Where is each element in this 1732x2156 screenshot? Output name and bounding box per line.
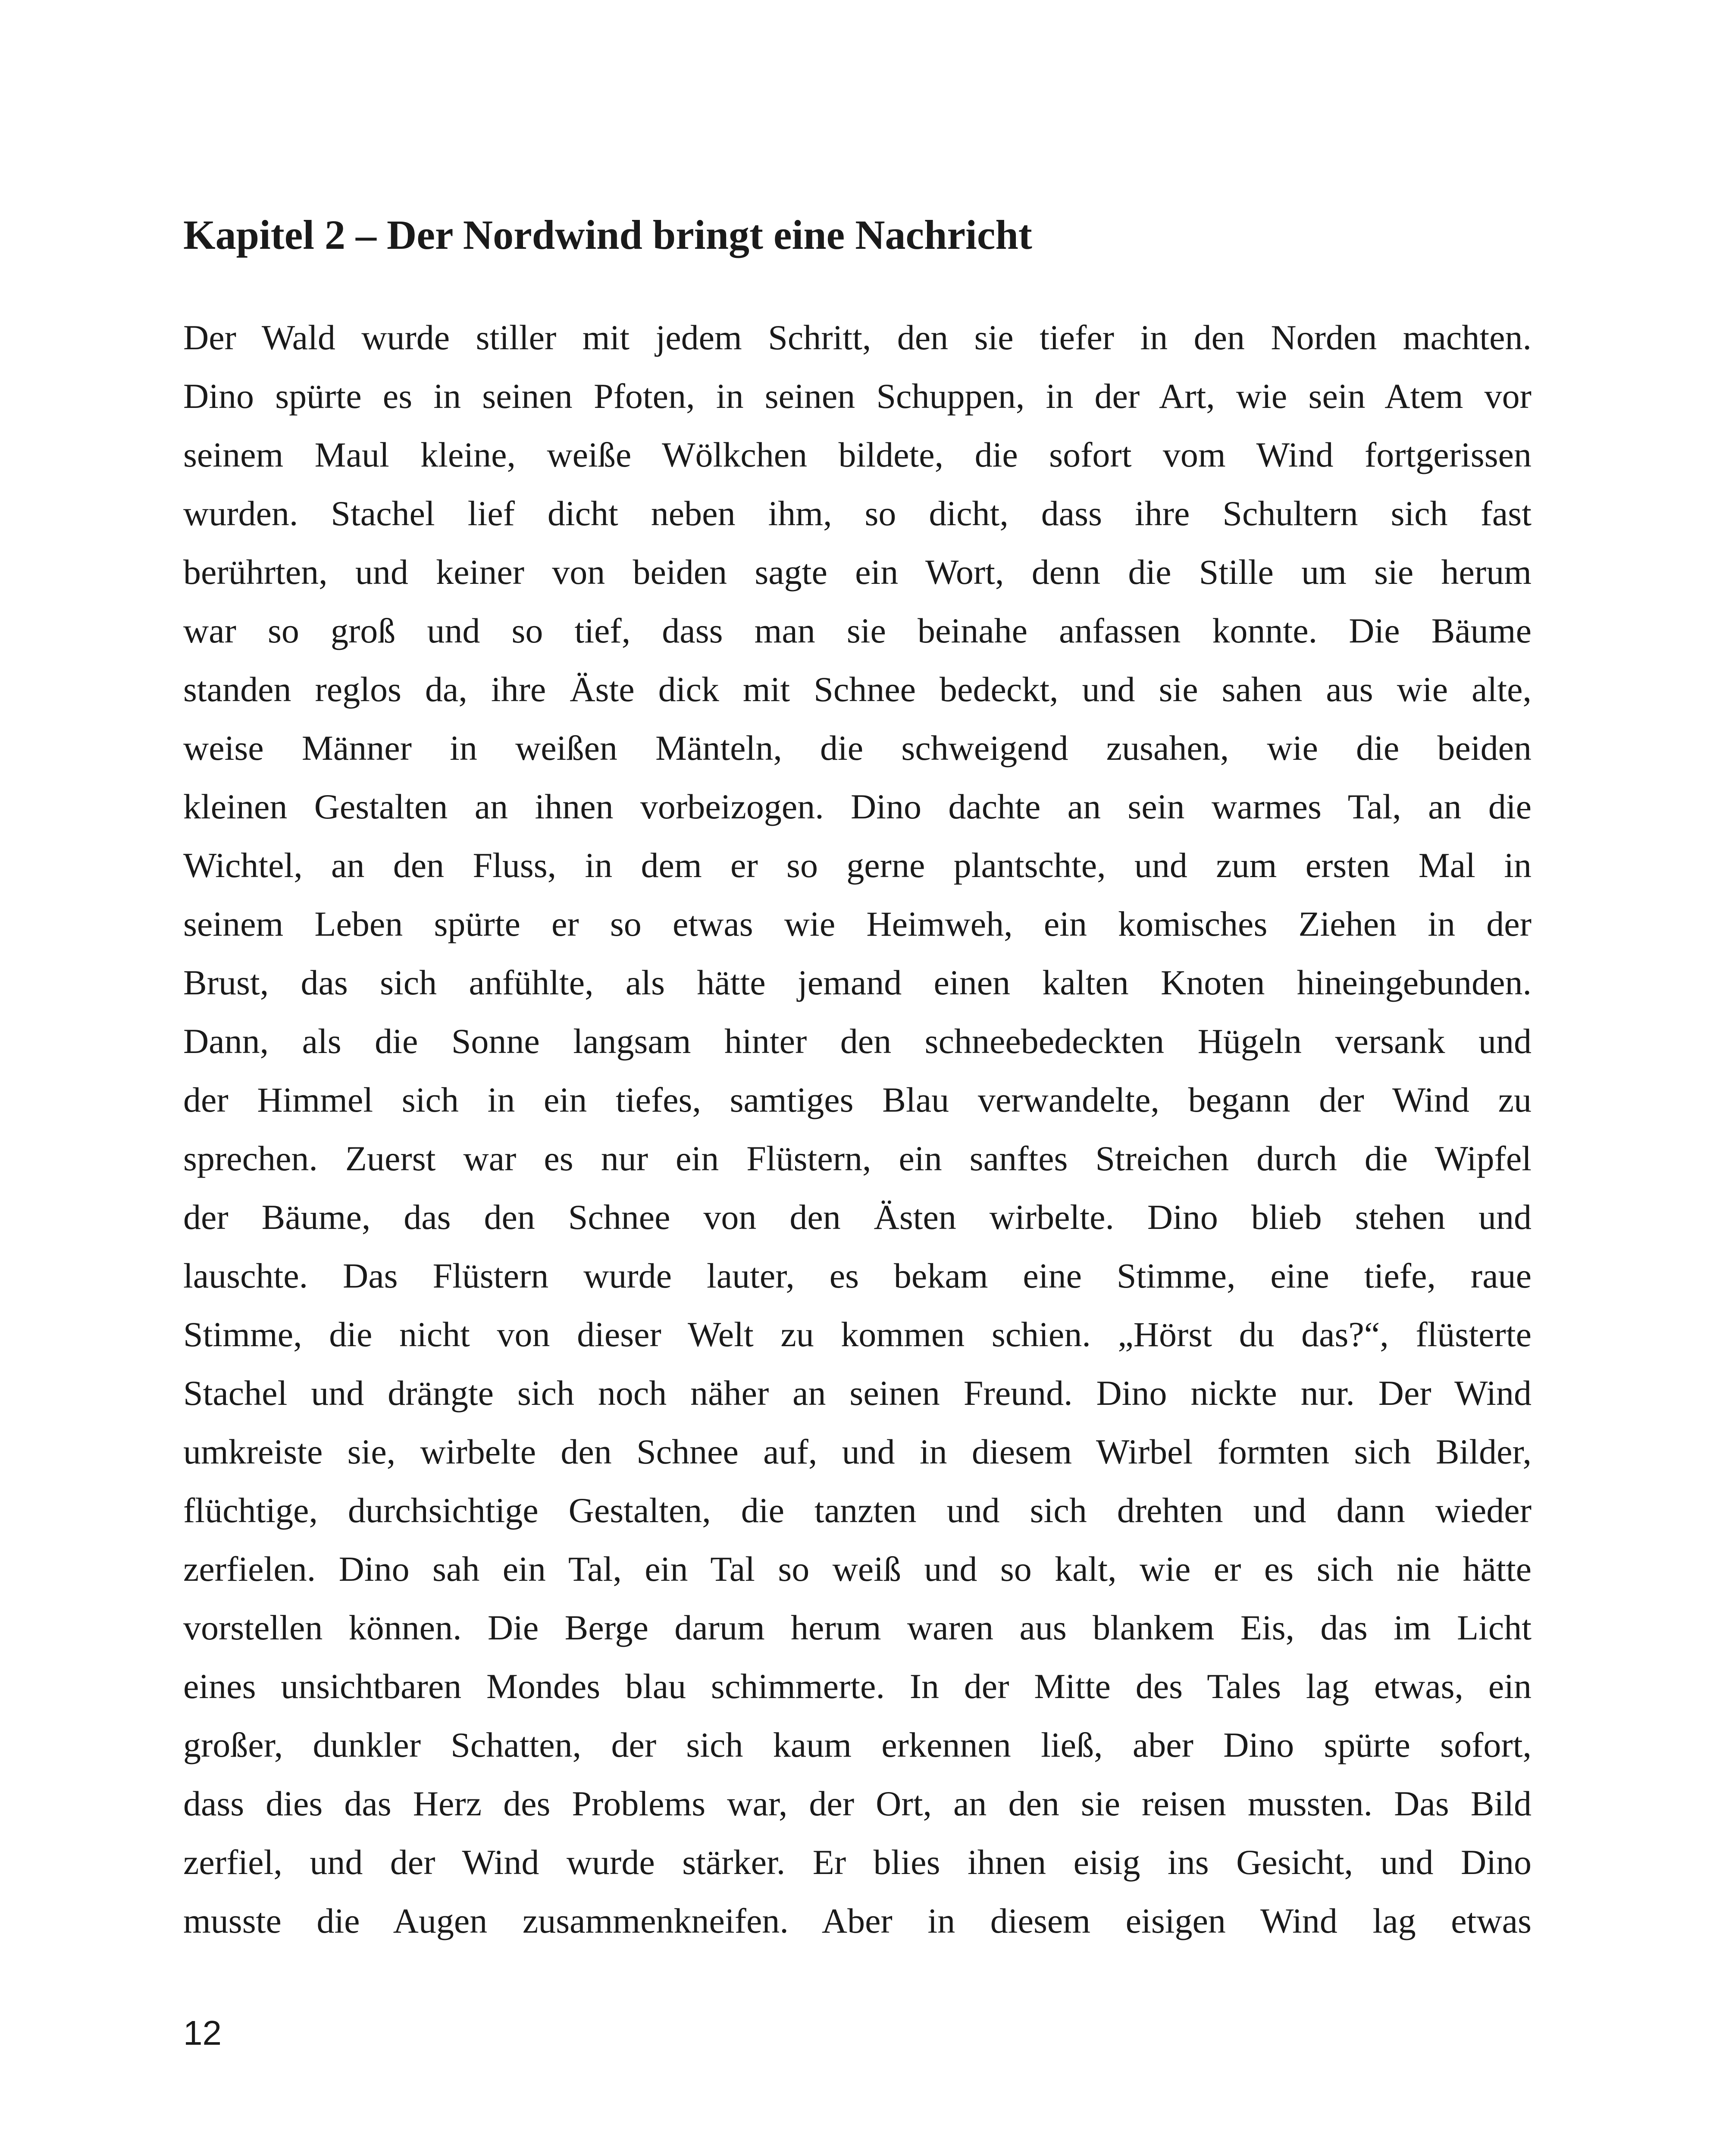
text-line: Der Wald wurde stiller mit jedem Schritt, den sie tiefer in den Norden machten.: [183, 318, 1532, 357]
chapter-title: Kapitel 2 – Der Nordwind bringt eine Nachricht: [183, 212, 1032, 258]
text-line: umkreiste sie, wirbelte den Schnee auf, und in diesem Wirbel formten sich Bilder,: [183, 1432, 1532, 1471]
text-line: weise Männer in weißen Mänteln, die schweigend zusahen, wie die beiden: [183, 728, 1532, 768]
text-line: Stimme, die nicht von dieser Welt zu kommen schien. „Hörst du das?“, flüsterte: [183, 1315, 1532, 1354]
text-line: großer, dunkler Schatten, der sich kaum erkennen ließ, aber Dino spürte sofort,: [183, 1725, 1532, 1764]
text-line: berührten, und keiner von beiden sagte ein Wort, denn die Stille um sie herum: [183, 552, 1532, 592]
text-line: zerfielen. Dino sah ein Tal, ein Tal so weiß und so kalt, wie er es sich nie hätte: [183, 1549, 1532, 1589]
text-line: der Himmel sich in ein tiefes, samtiges Blau verwandelte, begann der Wind zu: [183, 1080, 1532, 1119]
text-line: wurden. Stachel lief dicht neben ihm, so dicht, dass ihre Schultern sich fast: [183, 494, 1532, 533]
text-line: seinem Leben spürte er so etwas wie Heimweh, ein komisches Ziehen in der: [183, 904, 1532, 943]
text-line: dass dies das Herz des Problems war, der Ort, an den sie reisen mussten. Das Bild: [183, 1784, 1532, 1823]
page-number: 12: [183, 2014, 222, 2052]
text-line: lauschte. Das Flüstern wurde lauter, es bekam eine Stimme, eine tiefe, raue: [183, 1256, 1532, 1295]
text-line: seinem Maul kleine, weiße Wölkchen bildete, die sofort vom Wind fortgerissen: [183, 435, 1532, 474]
text-line: Stachel und drängte sich noch näher an seinen Freund. Dino nickte nur. Der Wind: [183, 1373, 1532, 1413]
text-line: musste die Augen zusammenkneifen. Aber in diesem eisigen Wind lag etwas: [183, 1901, 1532, 1940]
text-line: Dino spürte es in seinen Pfoten, in seinen Schuppen, in der Art, wie sein Atem vor: [183, 376, 1532, 416]
text-line: sprechen. Zuerst war es nur ein Flüstern, ein sanftes Streichen durch die Wipfel: [183, 1139, 1532, 1178]
text-line: zerfiel, und der Wind wurde stärker. Er blies ihnen eisig ins Gesicht, und Dino: [183, 1843, 1532, 1882]
text-line: der Bäume, das den Schnee von den Ästen wirbelte. Dino blieb stehen und: [183, 1197, 1532, 1237]
text-line: Brust, das sich anfühlte, als hätte jemand einen kalten Knoten hineingebunden.: [183, 963, 1532, 1002]
text-line: kleinen Gestalten an ihnen vorbeizogen. Dino dachte an sein warmes Tal, an die: [183, 787, 1532, 826]
text-line: war so groß und so tief, dass man sie beinahe anfassen konnte. Die Bäume: [183, 611, 1532, 650]
text-line: eines unsichtbaren Mondes blau schimmerte. In der Mitte des Tales lag etwas, ein: [183, 1667, 1532, 1706]
body-text: [183, 308, 1532, 1950]
text-line: vorstellen können. Die Berge darum herum waren aus blankem Eis, das im Licht: [183, 1608, 1532, 1647]
text-line: Dann, als die Sonne langsam hinter den schneebedeckten Hügeln versank und: [183, 1022, 1532, 1061]
text-line: standen reglos da, ihre Äste dick mit Schnee bedeckt, und sie sahen aus wie alte,: [183, 670, 1532, 709]
text-line: flüchtige, durchsichtige Gestalten, die tanzten und sich drehten und dann wieder: [183, 1491, 1532, 1530]
text-line: Wichtel, an den Fluss, in dem er so gerne plantschte, und zum ersten Mal in: [183, 846, 1532, 885]
